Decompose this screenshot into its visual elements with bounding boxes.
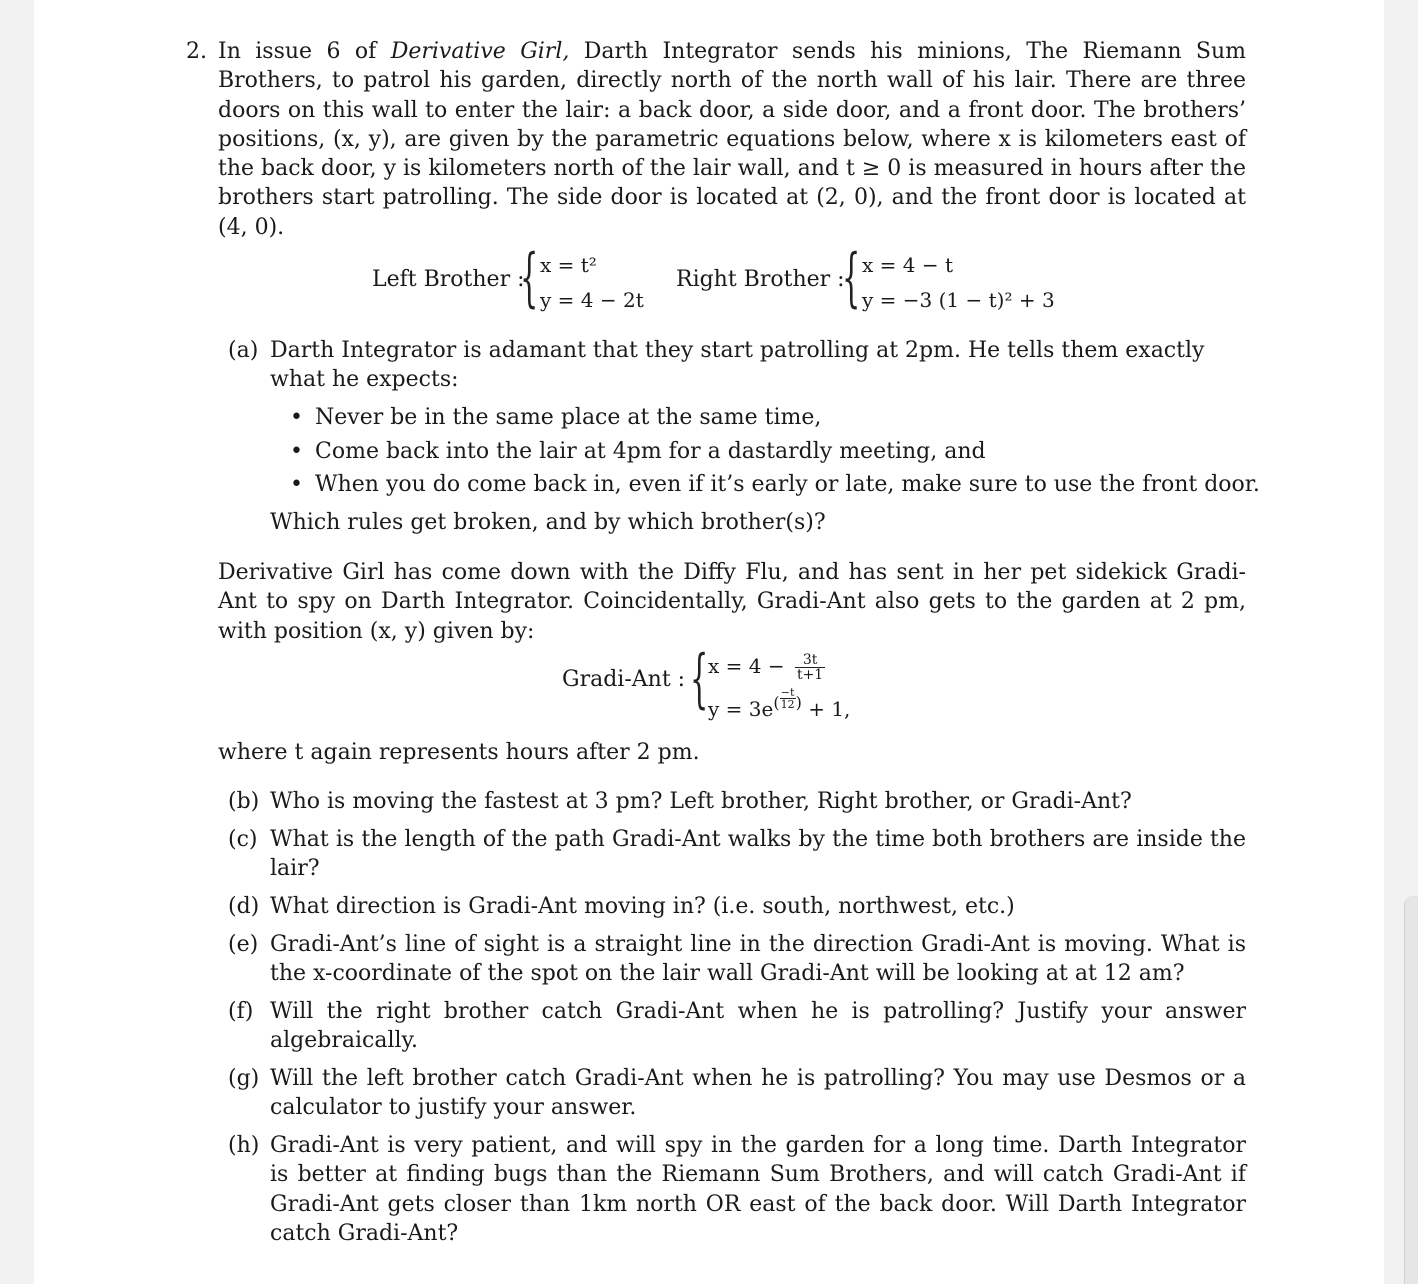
right-brother-label: Right Brother : xyxy=(676,267,845,292)
ant-y-exponent: $\frac{-t}{12}$ xyxy=(780,686,795,711)
list-item: (b) Who is moving the fastest at 3 pm? Left brother, Right brother, or Gradi-Ant? xyxy=(228,789,1132,814)
ant-x-fraction: $\frac{3t}{t+1}$ xyxy=(796,652,824,683)
list-item: (f) Will the right brother catch Gradi-Ant when he is patrolling? Justify your answer algebraically. xyxy=(228,998,1246,1054)
gradi-ant-equations xyxy=(562,642,902,721)
ant-y-equation: y = 3e( $\frac{-t}{12}$ ) + 1, xyxy=(708,686,851,721)
time-note: where t again represents hours after 2 pm. xyxy=(218,740,700,765)
part-a-text: Darth Integrator is adamant that they start patrolling at 2pm. He tells them exactly what he expects: xyxy=(270,338,1205,393)
left-y-equation: y = 4 − 2t xyxy=(540,288,644,312)
list-item: • When you do come back in, even if it’s early or late, make sure to use the front door. xyxy=(290,470,1250,504)
problem-number: 2. xyxy=(186,39,207,64)
left-x-equation: x = t² xyxy=(540,253,597,277)
gradi-ant-paragraph: Derivative Girl has come down with the Diffy Flu, and has sent in her pet sidekick Gradi-Ant to spy on Darth Integrator. Coincidentally, Gradi-Ant also gets to the garden at 2 pm, with position (x, y) given by: xyxy=(218,560,1246,644)
bullet-dot: • xyxy=(290,472,303,497)
part-a-label: (a) xyxy=(228,338,259,363)
right-x-equation: x = 4 − t xyxy=(862,253,953,277)
list-item: (c) What is the length of the path Gradi-Ant walks by the time both brothers are inside the lair? xyxy=(228,826,1246,882)
list-item: (g) Will the left brother catch Gradi-Ant when he is patrolling? You may use Desmos or a calculator to justify your answer. xyxy=(228,1065,1246,1121)
part-a-question: Which rules get broken, and by which brother(s)? xyxy=(270,510,826,535)
left-brace: { xyxy=(520,241,539,315)
comic-title: Derivative Girl, xyxy=(390,39,570,64)
list-item: (d) What direction is Gradi-Ant moving in? (i.e. south, northwest, etc.) xyxy=(228,893,1015,919)
list-item: (e) Gradi-Ant’s line of sight is a straight line in the direction Gradi-Ant is moving. What is the x-coordinate of the spot on the lair wall Gradi-Ant will be looking at at 12 am? xyxy=(228,931,1246,986)
gradi-ant-label: Gradi-Ant : xyxy=(562,667,686,692)
brothers-equations xyxy=(372,241,1072,320)
right-y-equation: y = −3 (1 − t)² + 3 xyxy=(862,288,1055,312)
problem-text: In issue 6 of Derivative Girl, Darth Integrator sends his minions, The Riemann Sum Brothers, to patrol his garden, directly north of the north wall of his lair. There are three doors on this wall to enter the lair: a back door, a side door, and a front door. The brothers’ positions, (x, y), are given by the parametric equations below, where x is kilometers east of the back door, y is kilometers north of the lair wall, and t ≥ 0 is measured in hours after the brothers start patrolling. The side door is located at (2, 0), and the front door is located at (4, 0). xyxy=(218,39,1247,240)
ant-x-equation: x = 4 − $\frac{3t}{t+1}$ xyxy=(708,652,824,683)
bullet-dot: • xyxy=(290,405,303,430)
ant-brace: { xyxy=(690,642,709,716)
rules-list xyxy=(290,403,1260,504)
bullet-dot: • xyxy=(290,438,303,464)
scroll-handle[interactable] xyxy=(1404,896,1418,1284)
right-brace: { xyxy=(842,241,861,315)
list-item: • Never be in the same place at the same time, xyxy=(290,403,1250,437)
list-item: • Come back into the lair at 4pm for a dastardly meeting, and xyxy=(290,437,1250,471)
list-item: (h) Gradi-Ant is very patient, and will spy in the garden for a long time. Darth Integrator is better at finding bugs than the Riemann Sum Brothers, and will catch Gradi-Ant if Gradi-Ant gets closer than 1km north OR east of the back door. Will Darth Integrator catch Gradi-Ant? xyxy=(228,1132,1246,1246)
left-brother-label: Left Brother : xyxy=(372,267,525,292)
question-parts xyxy=(228,787,1246,1248)
